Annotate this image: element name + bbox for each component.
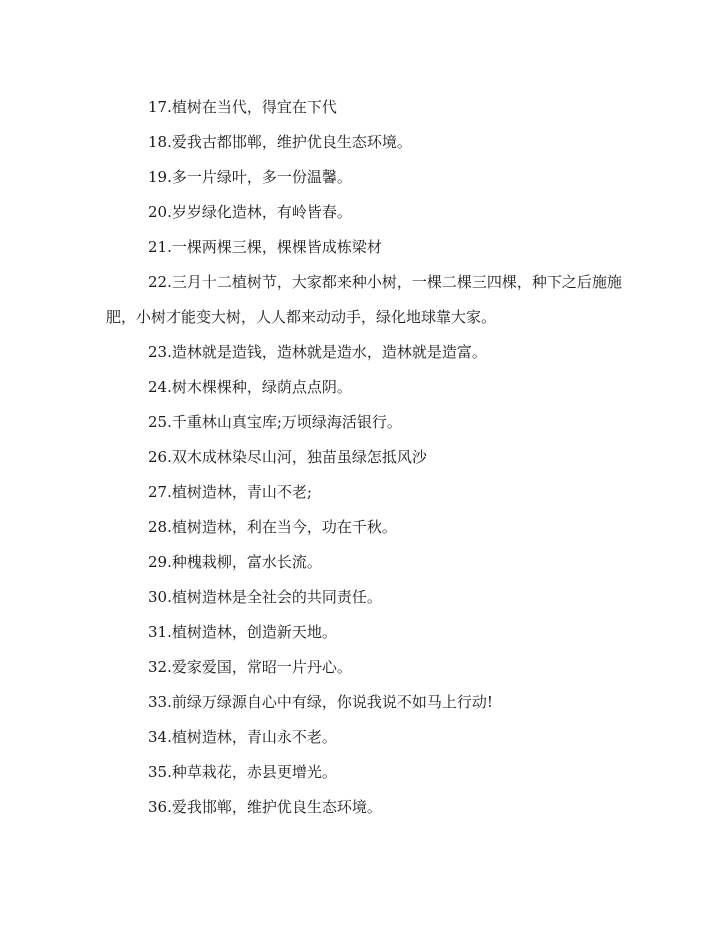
- list-item: 24.树木棵棵种，绿荫点点阴。: [148, 378, 352, 396]
- list-item: 36.爱我邯郸，维护优良生态环境。: [148, 798, 382, 816]
- list-item: 32.爱家爱国，常昭一片丹心。: [148, 658, 352, 676]
- list-item: 17.植树在当代，得宜在下代: [148, 98, 337, 116]
- list-item: 19.多一片绿叶，多一份温馨。: [148, 168, 352, 186]
- list-item: 35.种草栽花，赤县更增光。: [148, 763, 337, 781]
- list-item: 34.植树造林，青山永不老。: [148, 728, 337, 746]
- list-item: 18.爱我古都邯郸，维护优良生态环境。: [148, 133, 412, 151]
- list-item: 33.前绿万绿源自心中有绿，你说我说不如马上行动!: [148, 693, 493, 711]
- list-item: 26.双木成林染尽山河，独苗虽绿怎抵风沙: [148, 448, 427, 466]
- list-item: 30.植树造林是全社会的共同责任。: [148, 588, 382, 606]
- list-item: 25.千重林山真宝库;万顷绿海活银行。: [148, 413, 402, 431]
- list-item: 29.种槐栽柳，富水长流。: [148, 553, 322, 571]
- list-item: 27.植树造林，青山不老;: [148, 483, 312, 501]
- list-item: 23.造林就是造钱，造林就是造水，造林就是造富。: [148, 343, 487, 361]
- list-item: 28.植树造林，利在当今，功在千秋。: [148, 518, 397, 536]
- list-item: 22.三月十二植树节，大家都来种小树，一棵二棵三四棵，种下之后施施肥，小树才能变大树，人人都来动动手，绿化地球靠大家。: [106, 273, 622, 326]
- list-item: 31.植树造林，创造新天地。: [148, 623, 337, 641]
- list-item: 21.一棵两棵三棵，棵棵皆成栋梁材: [148, 238, 382, 256]
- list-item: 20.岁岁绿化造林，有岭皆春。: [148, 203, 352, 221]
